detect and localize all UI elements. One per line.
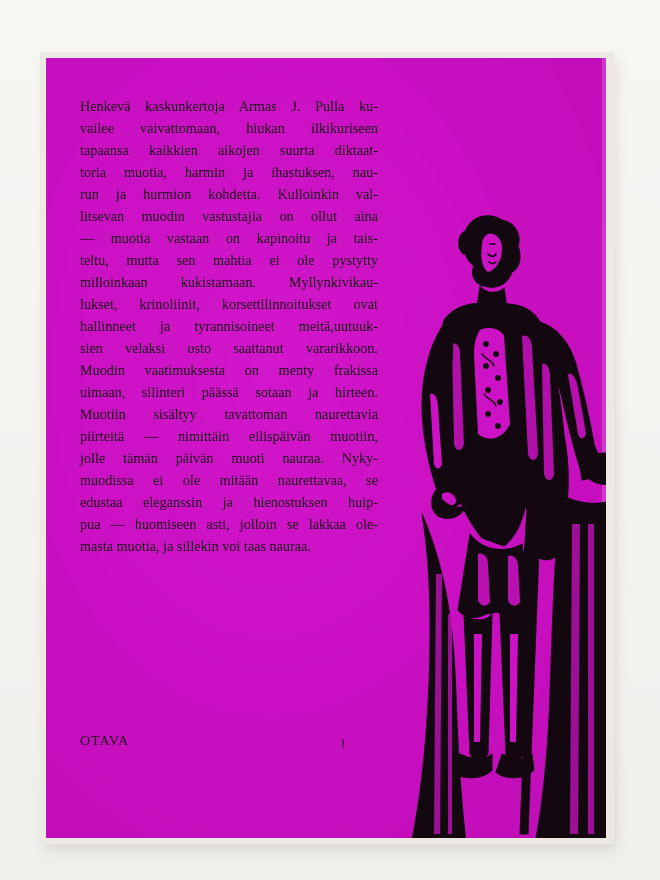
back-cover — [46, 58, 606, 838]
blurb-text — [80, 96, 378, 558]
blurb-line: milloinkaan kukistamaan. Myllynkivikau- — [80, 275, 378, 291]
blurb-line: run ja hurmion kohdetta. Kulloinkin val- — [80, 187, 378, 203]
blurb-line: litsevan muodin vastustajia on ollut aina — [80, 209, 378, 225]
blurb-line: piirteitä — nimittäin eilispäivän muotiin, — [80, 429, 378, 445]
blurb-line: uimaan, silinteri päässä sotaan ja hirteen. — [80, 385, 378, 401]
blurb-line: Henkevä kaskunkertoja Armas J. Pulla ku- — [80, 99, 378, 115]
blurb-line: teltu, mutta sen mahtia ei ole pystytty — [80, 253, 378, 269]
blurb-line: hallinneet ja tyrannisoineet meitä,uutuuk- — [80, 319, 378, 335]
blurb-line: edustaa eleganssin ja hienostuksen huip- — [80, 495, 378, 511]
blurb-line: sien velaksi osto saattanut vararikkoon. — [80, 341, 378, 357]
eighteenth-century-gentleman-engraving-icon — [382, 194, 606, 838]
blurb-line: Muotiin sisältyy tavattoman naurettavia — [80, 407, 378, 423]
publisher-name: OTAVA — [80, 734, 130, 749]
blurb-line: — muotia vastaan on kapinoitu ja tais- — [80, 231, 378, 247]
blurb-line: lukset, krinoliinit, korsettilinnoitukset ovat — [80, 297, 378, 313]
blurb-line: Muodin vaatimuksesta on menty frakissa — [80, 363, 378, 379]
printing-number: 1 — [340, 736, 346, 750]
blurb-line: muodissa ei ole mitään naurettavaa, se — [80, 473, 378, 489]
blurb-line: vailee vaivattomaan, hiukan ilkikuriseen — [80, 121, 378, 137]
blurb-line: masta muotia, ja sillekin voi taas nauraa. — [80, 539, 311, 555]
blurb-line: pua — huomiseen asti, jolloin se lakkaa ole- — [80, 517, 378, 533]
blurb-line: jolle tämän päivän muoti nauraa. Nyky- — [80, 451, 378, 467]
blurb-line: tapaansa kaikkien aikojen suurta diktaat- — [80, 143, 378, 159]
blurb-line: toria muotia, harmin ja ihastuksen, nau- — [80, 165, 378, 181]
